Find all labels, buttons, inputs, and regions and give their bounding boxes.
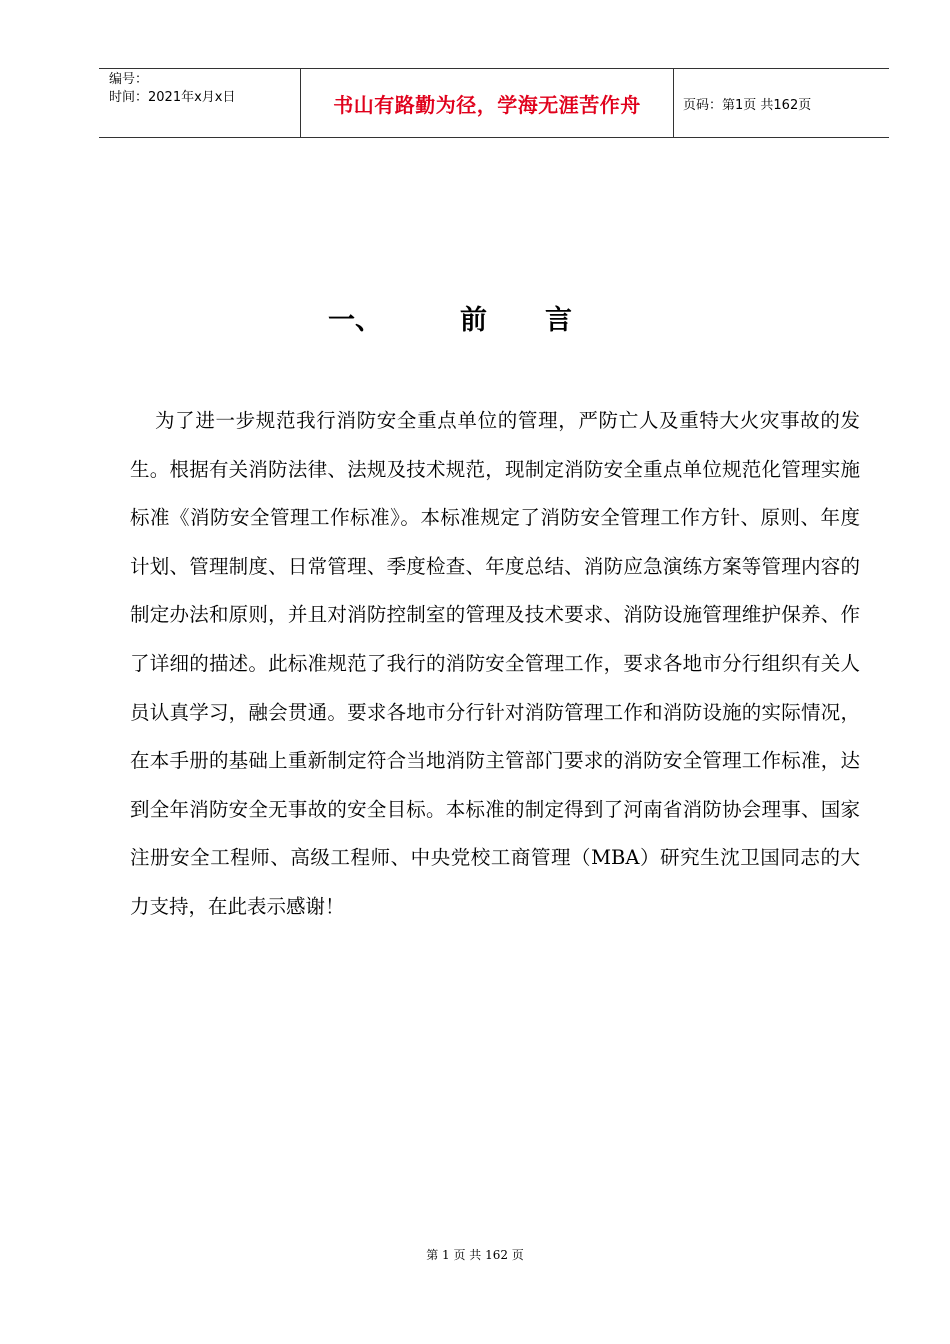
document-number-label: 编号： [109, 72, 149, 87]
header-meta-cell [99, 69, 301, 137]
preface-paragraph: 为了进一步规范我行消防安全重点单位的管理，严防亡人及重特大火灾事故的发生。根据有关消防法律、法规及技术规范，现制定消防安全重点单位规范化管理实施标准《消防安全管理工作标准》。本标准规定了消防安全管理工作方针、原则、年度计划、管理制度、日常管理、季度检查、年度总结、消防应急演练方案等管理内容的制定办法和原则，并且对消防控制室的管理及技术要求、消防设施管理维护保养、作了详细的描述。此标准规范了我行的消防安全管理工作，要求各地市分行组织有关人员认真学习，融会贯通。要求各地市分行针对消防管理工作和消防设施的实际情况，在本手册的基础上重新制定符合当地消防主管部门要求的消防安全管理工作标准，达到全年消防安全无事故的安全目标。本标准的制定得到了河南省消防协会理事、国家注册安全工程师、高级工程师、中央党校工商管理（MBA）研究生沈卫国同志的大力支持，在此表示感谢！ [130, 409, 860, 918]
section-number: 一、 [328, 305, 382, 336]
section-title-char-1: 前 [460, 305, 487, 336]
header-motto: 书山有路勤为径，学海无涯苦作舟 [301, 69, 674, 137]
section-title [0, 298, 950, 342]
section-title-char-2: 言 [545, 305, 572, 336]
header-page-info: 页码：第1页 共162页 [683, 97, 812, 113]
document-time: 时间：2021年x月x日 [109, 90, 236, 105]
page-footer: 第 1 页 共 162 页 [426, 1248, 524, 1262]
page-header [99, 68, 889, 138]
